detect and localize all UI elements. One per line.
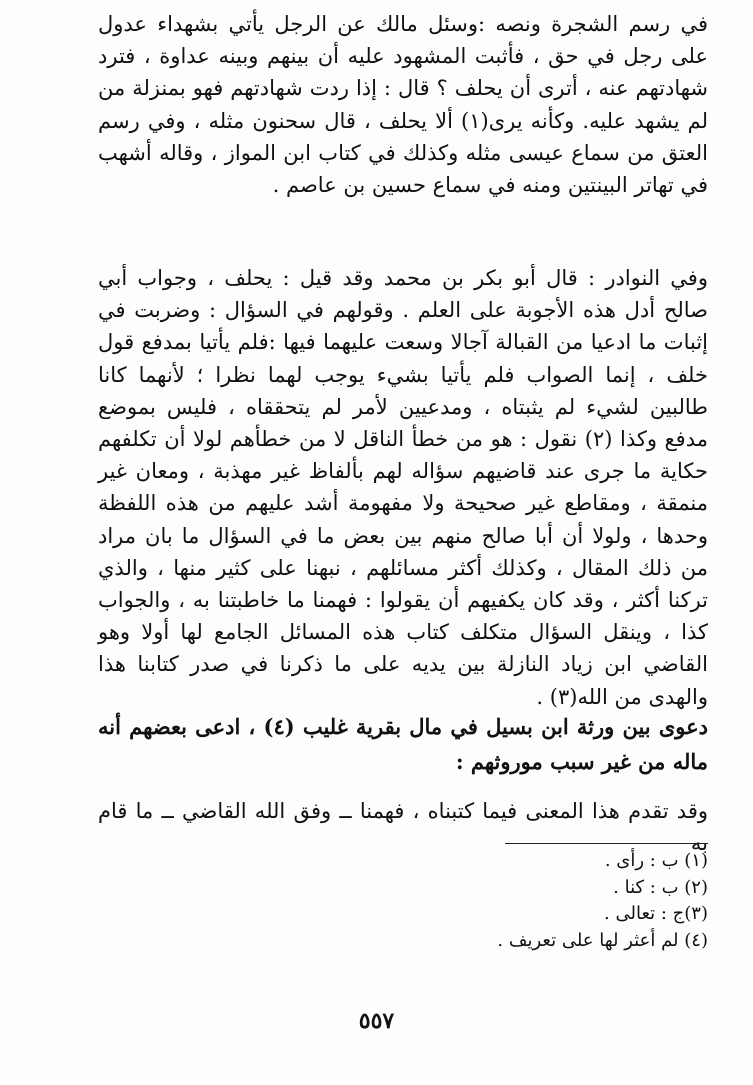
page-number: ٥٥٧ bbox=[358, 1008, 395, 1034]
body-paragraph-1: في رسم الشجرة ونصه :وسئل مالك عن الرجل يأتي بشهداء عدول على رجل في حق ، فأثبت المشهود عليه أن بينهم وبينه عداوة ، فترد شهادتهم عنه ، أترى أن يحلف ؟ قال : إذا ردت شهادتهم فهو بمنزلة من لم يشهد عليه. وكأنه يرى(١) ألا يحلف ، قال سحنون مثله ، وفي رسم العتق من سماع عيسى مثله وكذلك في كتاب ابن المواز ، وقاله أشهب في تهاتر البينتين ومنه في سماع حسين بن عاصم . bbox=[98, 12, 709, 198]
footnote-4: (٤) لم أعثر لها على تعريف . bbox=[497, 929, 708, 951]
section-heading: دعوى بين ورثة ابن بسيل في مال بقرية غليب (٤) ، ادعى بعضهم أنه ماله من غير سبب موروثهم : bbox=[98, 714, 709, 774]
footnote-2: (٢) ب : كنا . bbox=[613, 876, 708, 898]
body-paragraph-3: وقد تقدم هذا المعنى فيما كتبناه ، فهمنا ــ وفق الله القاضي ــ ما قام به bbox=[98, 799, 708, 856]
footnotes-list bbox=[300, 848, 708, 954]
footnote-1: (١) ب : رأى . bbox=[604, 850, 708, 871]
footnote-separator bbox=[505, 843, 708, 844]
body-paragraph-2: وفي النوادر : قال أبو بكر بن محمد وقد قيل : يحلف ، وجواب أبي صالح أدل هذه الأجوبة على العلم . وقولهم في السؤال : وضربت في إثبات ما ادعيا من القبالة آجالا وسعت عليهما فيها :فلم يأتيا بمدفع قول خلف ، إنما الصواب فلم يأتيا بشيء يوجب لهما نظرا ؛ لأنهما كانا طالبين لشيء لم يثبتاه ، ومدعيين لأمر لم يتحققاه ، فليس بموضع مدفع وكذا (٢) نقول : هو من خطأ الناقل لا من خطأهم لولا أن تكلفهم حكاية ما جرى عند قاضيهم سؤاله لهم بألفاظ غير مهذبة ، ومعان غير منمقة ، ومقاطع غير صحيحة ولا مفهومة أشد عليهم من هذه اللفظة وحدها ، ولولا أن أبا صالح منهم بين بعض ما في السؤال ما بان مراد من ذلك المقال ، وكذلك أكثر مسائلهم ، نبهنا على كثير منها ، والذي تركنا أكثر ، وقد كان يكفيهم أن يقولوا : فهمنا ما خاطبتنا به ، والجواب كذا ، وينقل السؤال متكلف كتاب هذه المسائل الجامع لها أولا وهو القاضي ابن زياد النازلة بين يديه على ما ذكرنا في صدر كتابنا هذا والهدى من الله(٣) . bbox=[98, 266, 709, 709]
footnote-3: (٣)ج : تعالى . bbox=[604, 903, 708, 924]
